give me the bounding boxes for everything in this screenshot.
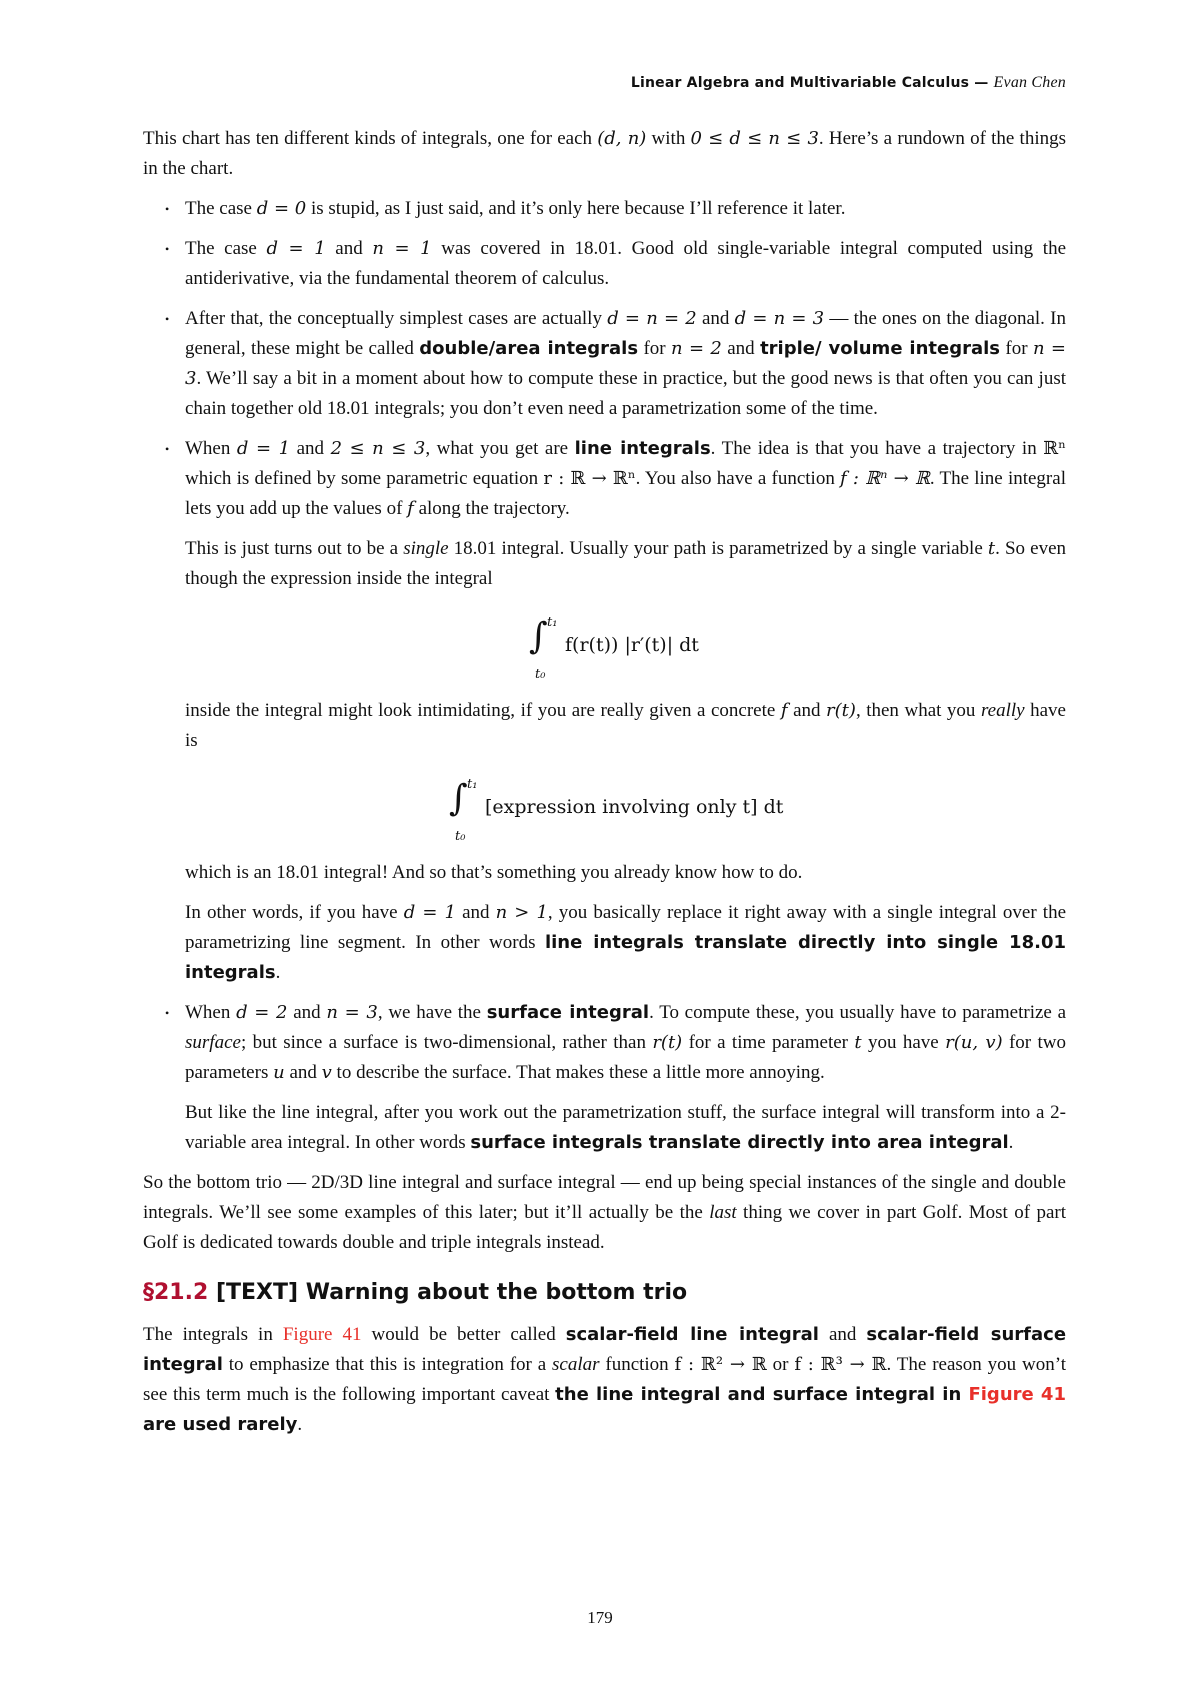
integrand: f(r(t)) |r′(t)| dt — [565, 634, 699, 656]
intro-paragraph: This chart has ten different kinds of integrals, one for each (d, n) with 0 ≤ d ≤ n ≤ 3. Here’s a rundown of the things in the chart. — [143, 128, 1066, 179]
figure-41-link[interactable]: Figure 41 — [282, 1324, 362, 1345]
author-name: Evan Chen — [993, 74, 1066, 91]
figure-41-link[interactable]: Figure 41 — [968, 1384, 1066, 1405]
integral-sign: ∫ — [529, 616, 548, 657]
section-number: §21.2 — [143, 1280, 209, 1305]
keyword-scalar-field-surface-integral: scalar-field surface integral — [143, 1324, 1067, 1375]
integral-sign: ∫ — [449, 778, 468, 819]
upper-limit: t₁ — [547, 615, 558, 630]
keyword-caveat: the line integral and surface integral in — [555, 1384, 969, 1405]
keyword-line-integrals: line integrals — [574, 438, 711, 459]
keyword-surface-integrals-translate: surface integrals translate directly into area integral — [470, 1132, 1009, 1153]
section-heading — [143, 1278, 1066, 1308]
bullet-icon: • — [165, 442, 170, 456]
equation-reduced-integral — [185, 764, 1066, 850]
keyword-scalar-field-line-integral: scalar-field line integral — [565, 1324, 819, 1345]
upper-limit: t₁ — [467, 777, 478, 792]
book-title: Linear Algebra and Multivariable Calculus — [630, 75, 970, 91]
bullet-icon: • — [165, 242, 170, 256]
running-header: Linear Algebra and Multivariable Calculus — Evan Chen — [630, 74, 1066, 91]
lower-limit: t₀ — [455, 829, 466, 844]
list-item: • When d = 1 and 2 ≤ n ≤ 3, what you get are line integrals. The idea is that you have a trajectory in ℝⁿ which is defined by some parametric equation r : ℝ → ℝⁿ. You also have a function f : ℝⁿ → ℝ. The line integral lets you add up the values of f along the trajectory. This is just turns out to be a single 18.01 integral. Usually your path is parametrized by a single variable t. So even though the expression inside the integral ∫ t₁ t₀ f(r(t)) |r′(t)| dt inside the integral might look intimidating, if you are really given a concrete f and r(t), then what you really have is ∫ t₁ t₀ [expression involving only t] dt which is an 18.01 integral! And so that’s something you already know how to do. In other words, if you have d = 1 and n > 1, you basically replace it right away with a single integral over the parametrizing line segment. In other words line integrals translate directly into single 18.01 integrals. — [143, 434, 1066, 988]
list-item: • When d = 2 and n = 3, we have the surface integral. To compute these, you usually have to parametrize a surface; but since a surface is two-dimensional, rather than r(t) for a time parameter t you have r(u, v) for two parameters u and v to describe the surface. That makes these a little more annoying. But like the line integral, after you work out the parametrization stuff, the surface integral will transform into a 2-variable area integral. In other words surface integrals translate directly into area integral. — [143, 998, 1066, 1158]
bullet-icon: • — [165, 202, 170, 216]
list-item: • The case d = 1 and n = 1 was covered in 18.01. Good old single-variable integral computed using the antiderivative, via the fundamental theorem of calculus. — [143, 234, 1066, 294]
bullet-icon: • — [165, 312, 170, 326]
equation-line-integral — [185, 602, 1066, 688]
page-content — [143, 70, 1066, 1440]
bullet-icon: • — [165, 1006, 170, 1020]
final-paragraph: The integrals in Figure 41 would be better called scalar-field line integral and scalar-field surface integral to emphasize that this is integration for a scalar function f : ℝ² → ℝ or f : ℝ³ → ℝ. The reason you won’t see this term much is the following important caveat the line integral and surface integral in Figure 41 are used rarely. — [143, 1324, 1067, 1435]
keyword-line-integrals-translate: line integrals translate directly into single 18.01 integrals — [185, 932, 1066, 983]
integrand: [expression involving only t] dt — [485, 796, 784, 818]
keyword-double-area-integrals: double/area integrals — [419, 338, 639, 359]
integral-cases-list — [143, 194, 1066, 1158]
section-title: [TEXT] Warning about the bottom trio — [215, 1280, 688, 1305]
keyword-used-rarely: are used rarely — [143, 1414, 298, 1435]
page-number: 179 — [587, 1608, 613, 1627]
list-item: • After that, the conceptually simplest cases are actually d = n = 2 and d = n = 3 — the ones on the diagonal. In general, these might be called double/area integrals for n = 2 and triple/ volume integrals for n = 3. We’ll say a bit in a moment about how to compute these in practice, but the good news is that often you can just chain together old 18.01 integrals; you don’t even need a parametrization some of the time. — [143, 304, 1066, 424]
list-item: • The case d = 0 is stupid, as I just said, and it’s only here because I’ll reference it later. — [143, 194, 1066, 224]
lower-limit: t₀ — [535, 667, 546, 682]
keyword-triple-volume-integrals: triple/ volume integrals — [760, 338, 1001, 359]
outro-paragraph: So the bottom trio — 2D/3D line integral and surface integral — end up being special instances of the single and double integrals. We’ll see some examples of this later; but it’ll actually be the last thing we cover in part Golf. Most of part Golf is dedicated towards double and triple integrals instead. — [143, 1172, 1066, 1253]
keyword-surface-integral: surface integral — [486, 1002, 650, 1023]
